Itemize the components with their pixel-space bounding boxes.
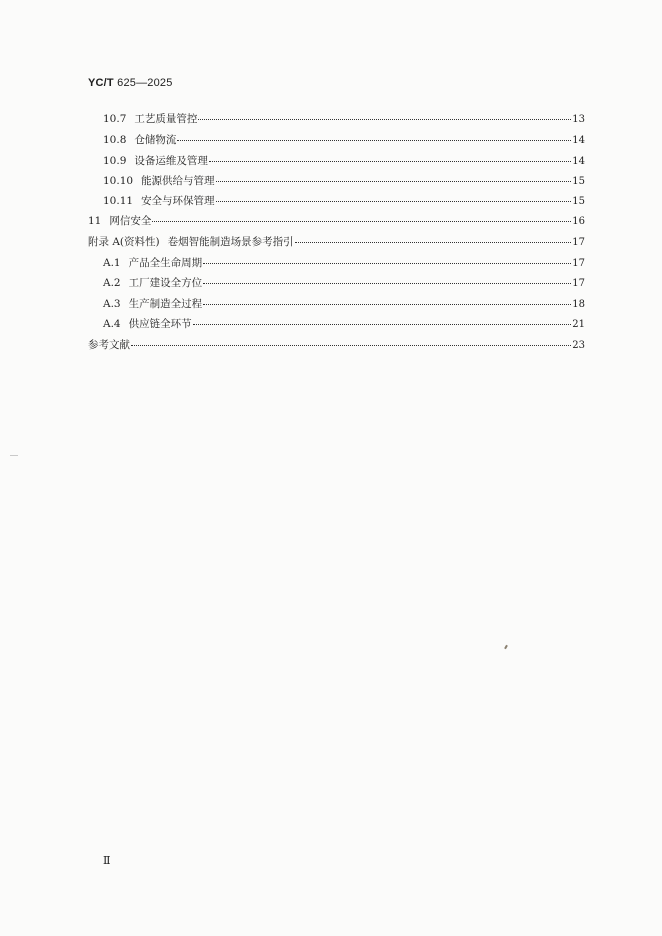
toc-entry-title: 生产制造全过程 xyxy=(128,298,203,310)
toc-entry[interactable] xyxy=(103,111,585,125)
toc-entry-page: 15 xyxy=(572,196,585,207)
toc-entry-title: 产品全生命周期 xyxy=(128,257,203,269)
toc-dot-leader xyxy=(203,294,571,305)
toc-entry[interactable] xyxy=(103,316,585,330)
toc-entry-number: A.2 xyxy=(103,277,121,289)
toc-entry-number: 附录 A(资料性) xyxy=(88,236,160,248)
toc-dot-leader xyxy=(209,151,571,162)
toc-entry-page: 16 xyxy=(572,216,585,227)
toc-entry-page: 14 xyxy=(572,156,585,167)
toc-dot-leader xyxy=(203,253,571,264)
toc-entry-page: 21 xyxy=(572,319,585,330)
toc-entry[interactable] xyxy=(88,234,585,248)
toc-entry-page: 17 xyxy=(572,237,585,248)
toc-entry-page: 17 xyxy=(572,278,585,289)
toc-entry[interactable] xyxy=(88,213,585,227)
toc-entry[interactable] xyxy=(103,275,585,289)
toc-entry-number: 10.11 xyxy=(103,195,134,207)
toc-dot-leader xyxy=(295,232,572,243)
scan-mark xyxy=(10,455,18,456)
toc-dot-leader xyxy=(131,335,571,346)
toc-entry[interactable] xyxy=(103,193,585,207)
toc-entry-page: 18 xyxy=(572,299,585,310)
standard-code xyxy=(88,77,173,89)
toc-entry-number: 11 xyxy=(88,215,102,227)
toc-entry-page: 13 xyxy=(572,114,585,125)
toc-entry-title: 网信安全 xyxy=(109,215,152,227)
toc-entry[interactable] xyxy=(103,153,585,167)
toc-entry-number: A.4 xyxy=(103,318,121,330)
toc-dot-leader xyxy=(198,109,571,120)
toc-entry-number: 10.8 xyxy=(103,134,127,146)
toc-entry-title: 卷烟智能制造场景参考指引 xyxy=(167,236,294,248)
toc-dot-leader xyxy=(152,211,571,222)
toc-entry-title: 设备运维及管理 xyxy=(134,155,208,167)
toc-entry-title: 供应链全环节 xyxy=(128,318,192,330)
toc-entry-number: 10.7 xyxy=(103,113,127,125)
toc-entry-title: 仓储物流 xyxy=(134,134,177,146)
toc-entry-number: A.3 xyxy=(103,298,121,310)
toc-entry[interactable] xyxy=(103,296,585,310)
toc-entry-title: 参考文献 xyxy=(88,339,130,351)
toc-dot-leader xyxy=(216,191,572,202)
toc-dot-leader xyxy=(203,273,571,284)
page-number-footer: Ⅱ xyxy=(103,854,111,867)
scan-speck xyxy=(504,645,508,649)
standard-code-prefix: YC/T xyxy=(88,77,114,89)
toc-entry-title: 能源供给与管理 xyxy=(141,175,215,187)
standard-code-number: 625—2025 xyxy=(117,77,173,89)
toc-entry-page: 15 xyxy=(572,176,585,187)
toc-entry-number: A.1 xyxy=(103,257,121,269)
toc-entry-page: 17 xyxy=(572,258,585,269)
toc-dot-leader xyxy=(177,130,571,141)
toc-entry[interactable] xyxy=(103,173,585,187)
toc-entry[interactable] xyxy=(103,255,585,269)
toc-entry[interactable] xyxy=(88,337,585,351)
toc-dot-leader xyxy=(193,314,572,325)
toc-entry-title: 工厂建设全方位 xyxy=(128,277,203,289)
toc-entry[interactable] xyxy=(103,132,585,146)
toc-dot-leader xyxy=(216,171,572,182)
toc-entry-title: 安全与环保管理 xyxy=(141,195,215,207)
toc-entry-number: 10.10 xyxy=(103,175,134,187)
toc-entry-page: 14 xyxy=(572,135,585,146)
toc-entry-number: 10.9 xyxy=(103,155,127,167)
toc-entry-page: 23 xyxy=(572,340,585,351)
toc-entry-title: 工艺质量管控 xyxy=(134,113,198,125)
